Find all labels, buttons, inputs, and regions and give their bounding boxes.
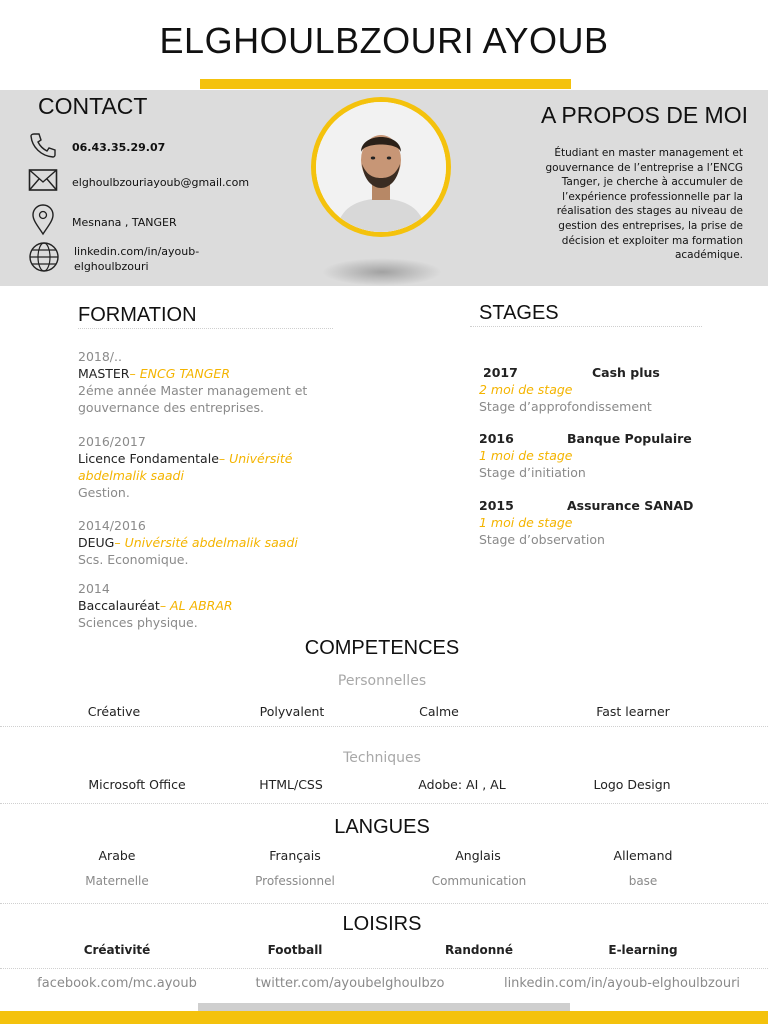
competences-title: COMPETENCES [304,637,460,659]
stage-item [479,497,739,548]
stage-company: Assurance SANAD [567,498,694,513]
formation-item [78,348,348,416]
facebook-link[interactable]: facebook.com/mc.ayoub [37,976,197,991]
formation-item [78,580,348,631]
contact-phone-row [28,131,165,163]
formation-school-cont: abdelmalik saadi [78,468,184,483]
formation-date: 2014 [78,581,110,596]
stage-year: 2015 [479,498,514,513]
hobbies-row [0,943,768,961]
language-level: Professionnel [255,874,335,888]
stage-type: Stage d’approfondissement [479,399,652,414]
language-levels-row [0,874,768,892]
language-level: base [628,874,658,888]
stage-duration: 1 moi de stage [479,448,573,463]
formation-school: – AL ABRAR [159,598,233,613]
about-title: A PROPOS DE MOI [540,102,748,128]
language-name: Allemand [613,848,673,863]
langues-divider [0,903,768,904]
technical-skill: Logo Design [593,777,671,792]
technical-skill: Microsoft Office [88,777,186,792]
formation-date: 2018/.. [78,349,122,364]
skills-divider [0,726,768,727]
formation-degree: DEUG [78,535,115,550]
stage-duration: 1 moi de stage [479,515,573,530]
personal-skills-row [0,704,768,722]
formation-school: – Univérsité abdelmalik saadi [114,535,298,550]
technical-skill: Adobe: AI , AL [418,777,506,792]
language-name: Anglais [455,848,501,863]
formation-desc: 2éme année Master management et [78,383,308,398]
formation-degree: Licence Fondamentale [78,451,219,466]
formation-desc: Gestion. [78,485,130,500]
contact-linkedin-row [28,241,199,277]
formation-desc: Scs. Economique. [78,552,189,567]
language-level: Maternelle [85,874,149,888]
email-address[interactable]: elghoulbzouriayoub@gmail.com [72,175,250,189]
formation-date: 2016/2017 [78,434,146,449]
formation-degree: Baccalauréat [78,598,160,613]
personal-skill: Fast learner [596,704,670,719]
technical-skill: HTML/CSS [259,777,323,792]
stage-type: Stage d’observation [479,532,605,547]
formation-item [78,517,358,568]
footer-grey-bar [198,1003,570,1011]
photo-shadow [322,258,442,286]
competences-personal-label: Personnelles [337,673,427,689]
formation-degree: MASTER [78,366,130,381]
linkedin-footer-link[interactable]: linkedin.com/in/ayoub-elghoulbzouri [503,976,741,991]
loisirs-divider [0,968,768,969]
profile-photo-frame [311,97,451,237]
envelope-icon [28,168,58,196]
stage-company: Banque Populaire [567,431,692,446]
twitter-link[interactable]: twitter.com/ayoubelghoulbzo [255,976,445,991]
formation-desc: Sciences physique. [78,615,198,630]
formation-title: FORMATION [78,304,197,326]
contact-address-row [28,204,177,240]
langues-title: LANGUES [334,816,430,838]
language-level: Communication [431,874,527,888]
stage-item [479,430,739,481]
phone-number[interactable]: 06.43.35.29.07 [72,140,166,154]
address: Mesnana , TANGER [72,215,177,229]
hobby: Football [267,943,323,957]
contact-title: CONTACT [38,93,148,119]
stage-year: 2016 [479,431,514,446]
contact-email-row [28,168,249,196]
full-name: ELGHOULBZOURI AYOUB [159,20,609,61]
stage-type: Stage d’initiation [479,465,586,480]
personal-skill: Calme [419,704,459,719]
language-name: Français [269,848,321,863]
location-pin-icon [28,204,58,240]
formation-item [78,433,348,501]
linkedin-line-2: elghoulbzouri [74,260,149,273]
linkedin-link[interactable] [74,244,199,274]
hobby: Randonné [445,943,513,957]
personal-skill: Créative [87,704,141,719]
formation-school: – ENCG TANGER [129,366,231,381]
hobby: E-learning [608,943,678,957]
personal-skill: Polyvalent [259,704,325,719]
stage-duration: 2 moi de stage [479,382,573,397]
competences-technical-label: Techniques [343,750,421,766]
hobby: Créativité [83,943,151,957]
about-text: Étudiant en master management et gouvernance de l’entreprise a l’ENCG Tanger, je cherche à accumuler de l’expérience professionnelle par la réalisation des stages au niveau de gestion des entreprises, la prise de décision et exploiter ma formation académique. [545,147,743,262]
skills-divider [0,803,768,804]
stage-company: Cash plus [592,365,660,380]
phone-icon [28,131,58,163]
title-underline [200,79,571,89]
languages-row [0,848,768,866]
formation-date: 2014/2016 [78,518,146,533]
stages-title: STAGES [479,302,559,324]
loisirs-title: LOISIRS [342,913,422,935]
stage-item [479,364,739,415]
stage-year: 2017 [483,365,518,380]
stages-divider [470,326,702,327]
formation-desc: gouvernance des entreprises. [78,400,264,415]
formation-divider [78,328,333,329]
social-links-row [0,976,768,994]
language-name: Arabe [98,848,136,863]
technical-skills-row [0,777,768,795]
globe-icon [28,241,60,277]
formation-school: – Univérsité [218,451,293,466]
profile-photo [316,102,446,232]
footer-yellow-bar [0,1011,768,1024]
linkedin-line-1: linkedin.com/in/ayoub- [74,245,200,258]
